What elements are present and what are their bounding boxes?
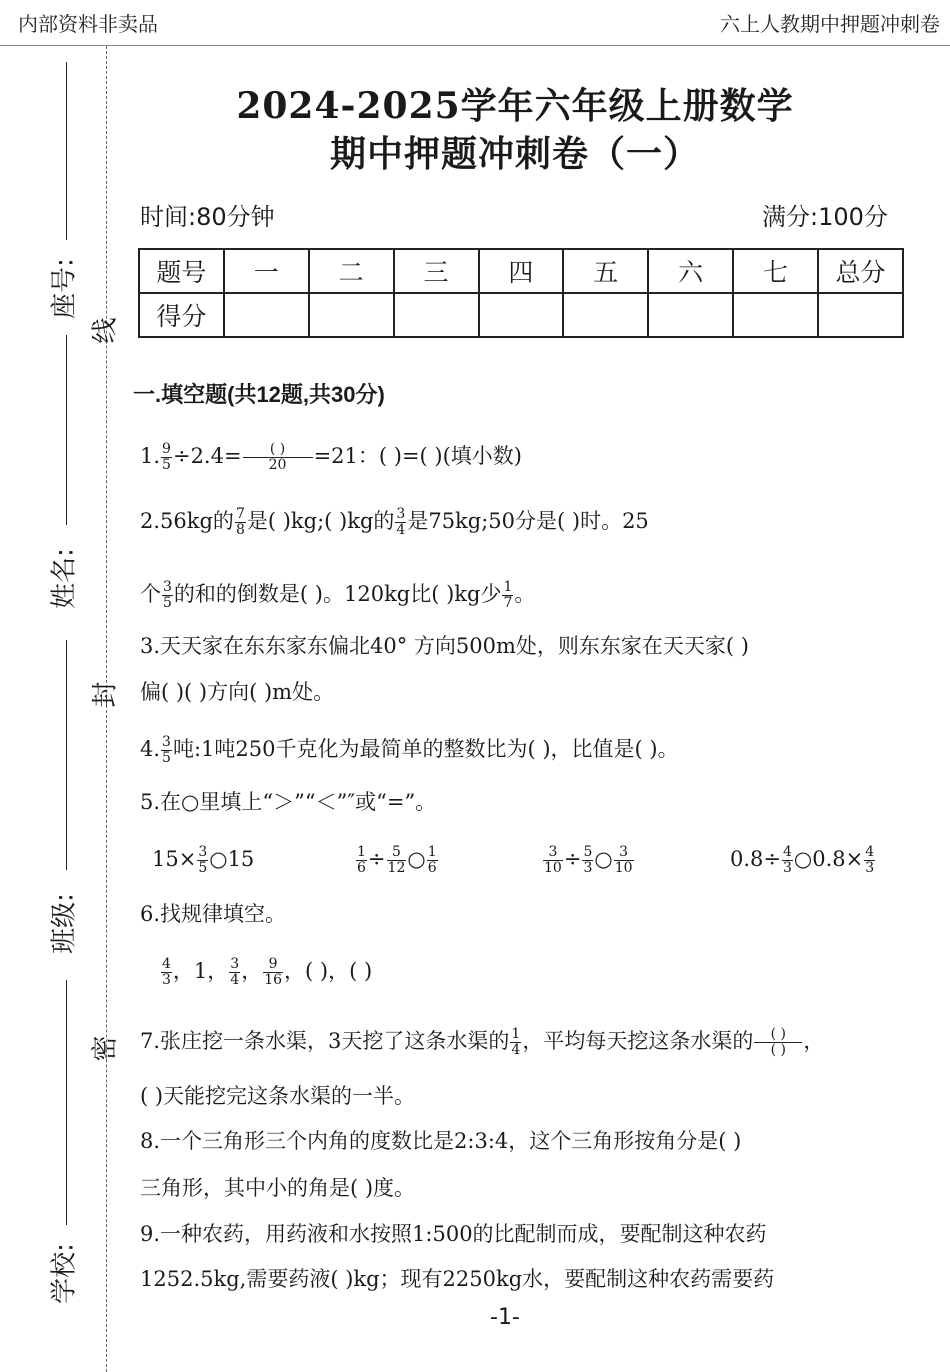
q5-expression-4: 0.8÷ $\frac{4}{3}$ ○0.8× $\frac{4}{3}$ [730,844,875,876]
q2-text: 是75kg;50分是( )时。25 [407,509,649,533]
title-line2: 期中押题冲刺卷（一） [329,133,700,175]
seal-feng-char: 封 [90,681,121,708]
score-table [138,248,904,338]
score-value-row [139,293,903,337]
score-col-total: 总分 [818,249,903,293]
q2-text: 2.56kg的 [140,509,234,533]
score-col-1: 一 [224,249,309,293]
score-col-6: 六 [648,249,733,293]
fraction: $\frac{3}{4}$ [396,506,406,538]
question-6-stem: 6.找规律填空。 [140,902,287,926]
page-number: -1- [490,1305,520,1330]
score-col-5: 五 [563,249,648,293]
full-score: 满分:100分 [762,203,888,231]
score-col-7: 七 [733,249,818,293]
score-col-4: 四 [479,249,564,293]
header-divider [0,45,950,46]
score-col-2: 二 [309,249,394,293]
title-line1: 2024-2025学年六年级上册数学 [236,85,794,127]
question-2-line2 [140,578,535,611]
seal-mi-char: 密 [90,1035,121,1062]
question-1 [140,440,522,473]
name-label: 姓名: [49,548,80,609]
question-7-line2: ( )天能挖完这条水渠的一半。 [140,1084,416,1108]
score-col-header: 题号 [139,249,224,293]
fraction-blank: $\frac{( )}{20}$ [243,442,313,473]
name-line [66,335,67,525]
question-9-line1: 9.一种农药，用药液和水按照1:500的比配制而成，要配制这种农药 [140,1222,767,1246]
score-cell[interactable] [733,293,818,337]
seal-line-char: 线 [90,317,121,344]
q1-text: 1. [140,444,161,468]
question-4 [140,733,679,766]
q4-text: 4. [140,737,161,761]
q5-expression-1: 15× $\frac{3}{5}$ ○15 [152,844,255,876]
question-8-line2: 三角形，其中小的角是( )度。 [140,1176,416,1200]
question-7-line1: 7.张庄挖一条水渠，3天挖了这条水渠的 $\frac{1}{4}$ ，平均每天挖这条水渠的 $\frac{( )}{( )}$ ， [140,1026,825,1058]
fraction: $\frac{9}{5}$ [162,441,171,473]
score-cell[interactable] [648,293,733,337]
class-line [66,640,67,870]
score-cell[interactable] [479,293,564,337]
q2-text: 是( )kg;( )kg的 [246,509,395,533]
q5-expression-2: $\frac{1}{6}$ ÷ $\frac{5}{12}$ ○ $\frac{1}{6}$ [357,844,437,876]
q4-text: 吨:1吨250千克化为最简单的整数比为( )，比值是( )。 [172,737,679,761]
exam-time: 时间:80分钟 [140,203,275,231]
school-line [66,980,67,1225]
fraction: $\frac{3}{5}$ [163,579,172,611]
question-5-stem: 5.在○里填上“＞”“＜”″或“=”。 [140,790,437,814]
q1-text: =21：( )=( )(填小数) [313,444,522,468]
q1-text: ÷2.4= [172,444,242,468]
question-8-line1: 8.一个三角形三个内角的度数比是2:3:4，这个三角形按角分是( ) [140,1129,742,1153]
q2-text: 个 [140,582,161,606]
score-cell[interactable] [224,293,309,337]
score-col-3: 三 [394,249,479,293]
q5-expression-3: $\frac{3}{10}$ ÷ $\frac{5}{3}$ ○ $\frac{3}{10}$ [544,844,633,876]
class-label: 班级: [49,893,80,954]
question-2-line1 [140,505,649,538]
fraction: $\frac{1}{7}$ [503,579,513,611]
question-3-line2: 偏( )( )方向( )m处。 [140,680,335,704]
seat-line [66,62,67,240]
header-left: 内部资料非卖品 [18,12,158,36]
score-row-label: 得分 [139,293,224,337]
header-right: 六上人教期中押题冲刺卷 [720,12,940,36]
q6-sequence: $\frac{4}{3}$ ，1， $\frac{3}{4}$ ， $\frac{9}{16}$ ，( )，( ) [162,956,373,988]
q2-text: 的和的倒数是( )。120kg比( )kg少 [173,582,502,606]
score-cell[interactable] [309,293,394,337]
q2-text: 。 [514,582,536,606]
question-9-line2: 1252.5kg,需要药液( )kg；现有2250kg水，要配制这种农药需要药 [140,1267,775,1291]
section-1-title: 一.填空题(共12题,共30分) [133,382,385,407]
school-label: 学校: [49,1243,80,1304]
question-3-line1: 3.天天家在东东家东偏北40° 方向500m处，则东东家在天天家( ) [140,634,749,658]
fraction: $\frac{3}{5}$ [162,734,171,766]
fraction: $\frac{7}{8}$ [235,506,245,538]
score-header-row [139,249,903,293]
score-cell[interactable] [818,293,903,337]
score-cell[interactable] [563,293,648,337]
score-cell[interactable] [394,293,479,337]
seat-label: 座号: [49,258,80,319]
